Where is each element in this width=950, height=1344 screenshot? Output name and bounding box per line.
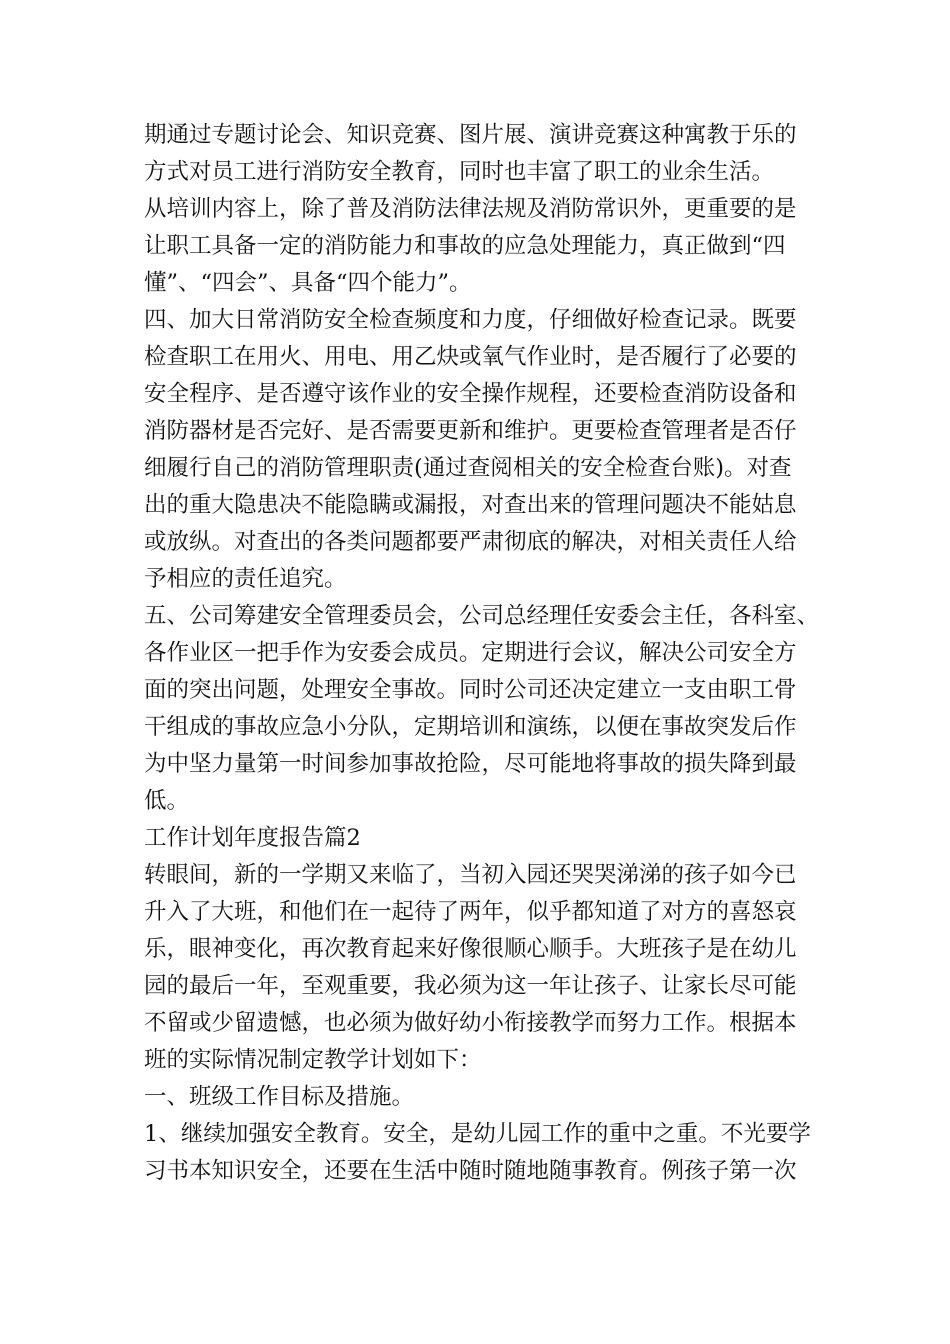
text-line: 方式对员工进行消防安全教育，同时也丰富了职工的业余生活。 bbox=[144, 159, 775, 185]
text-line: 面的突出问题，处理安全事故。同时公司还决定建立一支由职工骨 bbox=[144, 677, 797, 703]
text-line: 或放纵。对查出的各类问题都要严肃彻底的解决，对相关责任人给 bbox=[144, 529, 797, 555]
document-body bbox=[144, 117, 824, 1190]
text-line: 安全程序、是否遵守该作业的安全操作规程，还要检查消防设备和 bbox=[144, 381, 797, 407]
text-line: 1、继续加强安全教育。安全，是幼儿园工作的重中之重。不光要学 bbox=[144, 1121, 811, 1147]
text-line: 升入了大班，和他们在一起待了两年，似乎都知道了对方的喜怒哀 bbox=[144, 899, 797, 925]
section-heading: 工作计划年度报告篇2 bbox=[144, 825, 361, 851]
text-line: 检查职工在用火、用电、用乙炔或氧气作业时，是否履行了必要的 bbox=[144, 344, 797, 370]
text-line: 乐，眼神变化，再次教育起来好像很顺心顺手。大班孩子是在幼儿 bbox=[144, 936, 797, 962]
text-line: 期通过专题讨论会、知识竞赛、图片展、演讲竞赛这种寓教于乐的 bbox=[144, 122, 797, 148]
text-line: 转眼间，新的一学期又来临了，当初入园还哭哭涕涕的孩子如今已 bbox=[144, 862, 797, 888]
text-line: 让职工具备一定的消防能力和事故的应急处理能力，真正做到“四 bbox=[144, 233, 786, 259]
text-line: 各作业区一把手作为安委会成员。定期进行会议，解决公司安全方 bbox=[144, 640, 797, 666]
text-line: 四、加大日常消防安全检查频度和力度，仔细做好检查记录。既要 bbox=[144, 307, 797, 333]
text-line: 班的实际情况制定教学计划如下： bbox=[144, 1047, 482, 1073]
text-line: 出的重大隐患决不能隐瞒或漏报，对查出来的管理问题决不能姑息 bbox=[144, 492, 797, 518]
text-line: 低。 bbox=[144, 788, 190, 814]
text-line: 为中坚力量第一时间参加事故抢险，尽可能地将事故的损失降到最 bbox=[144, 751, 797, 777]
text-line: 予相应的责任追究。 bbox=[144, 566, 347, 592]
text-line: 干组成的事故应急小分队，定期培训和演练，以便在事故突发后作 bbox=[144, 714, 797, 740]
text-line: 从培训内容上，除了普及消防法律法规及消防常识外，更重要的是 bbox=[144, 196, 797, 222]
text-line: 习书本知识安全，还要在生活中随时随地随事教育。例孩子第一次 bbox=[144, 1158, 797, 1184]
text-line: 园的最后一年，至观重要，我必须为这一年让孩子、让家长尽可能 bbox=[144, 973, 797, 999]
text-line: 一、班级工作目标及措施。 bbox=[144, 1084, 415, 1110]
text-line: 细履行自己的消防管理职责(通过查阅相关的安全检查台账)。对查 bbox=[144, 455, 792, 481]
text-line: 消防器材是否完好、是否需要更新和维护。更要检查管理者是否仔 bbox=[144, 418, 797, 444]
text-line: 五、公司筹建安全管理委员会，公司总经理任安委会主任，各科室、 bbox=[144, 603, 820, 629]
text-line: 不留或少留遗憾，也必须为做好幼小衔接教学而努力工作。根据本 bbox=[144, 1010, 797, 1036]
text-line: 懂”、“四会”、具备“四个能力”。 bbox=[144, 270, 472, 296]
